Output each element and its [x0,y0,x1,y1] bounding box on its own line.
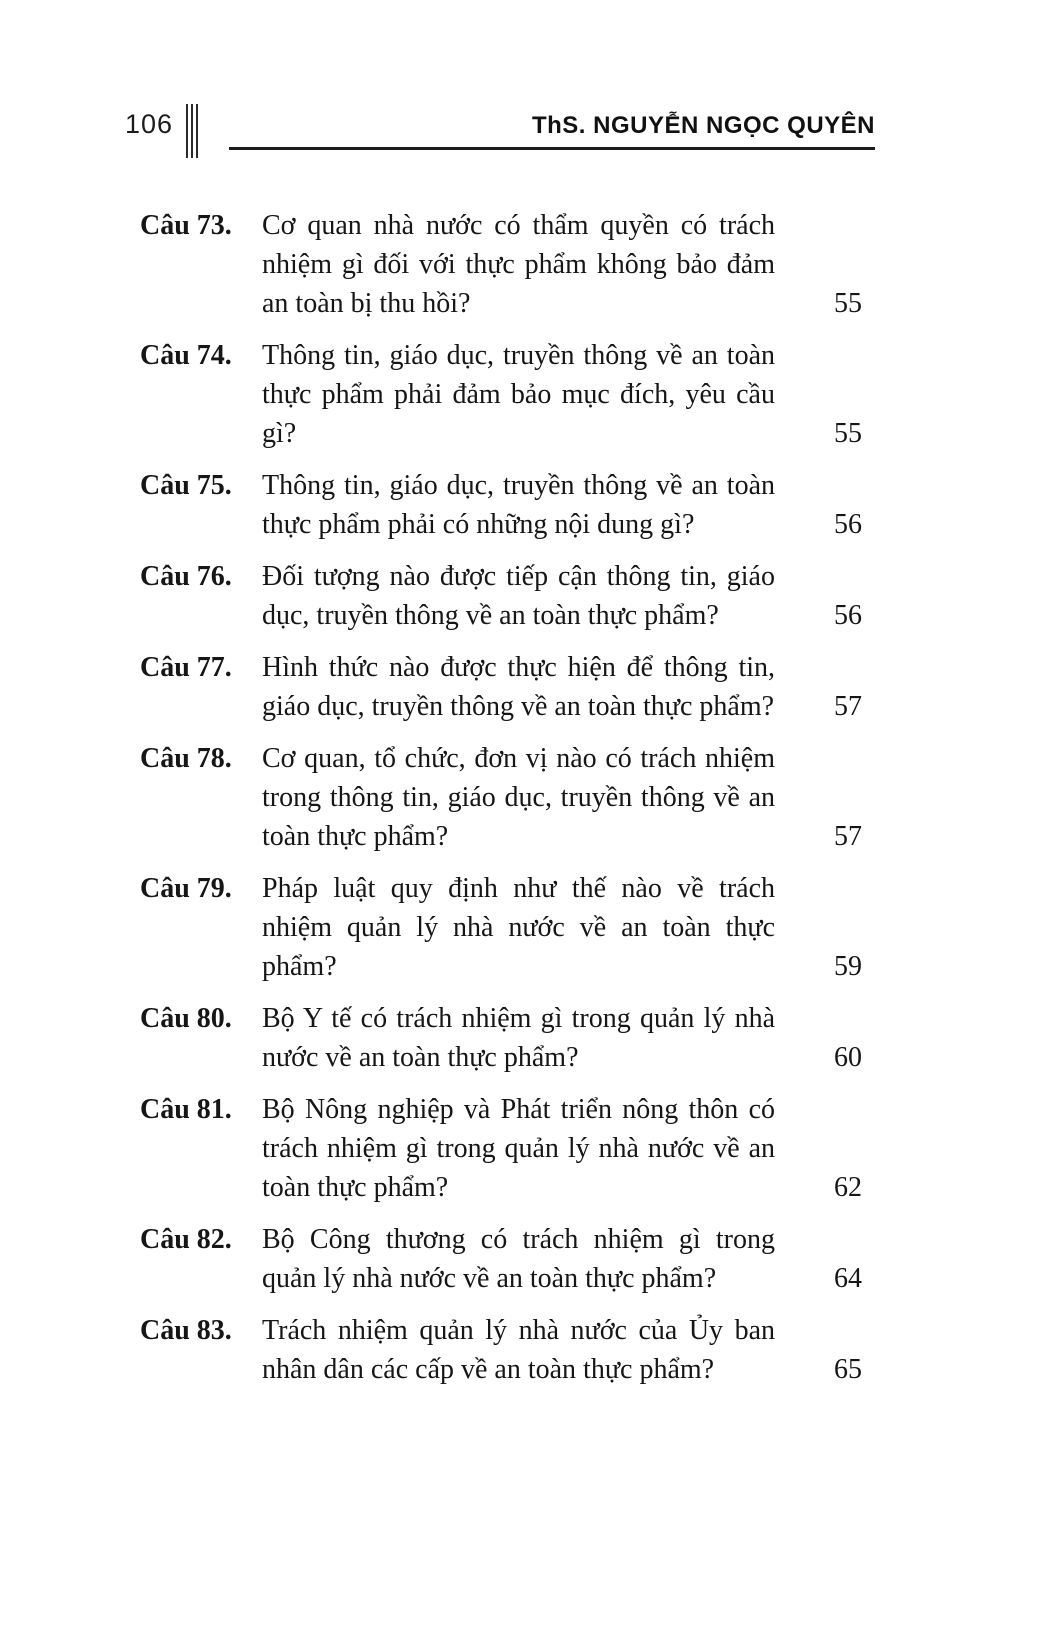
running-head-author: ThS. NGUYỄN NGỌC QUYÊN [531,112,875,139]
toc-entry-page: 55 [834,288,862,319]
page-header [125,96,875,150]
toc-entry-label: Câu 80. [140,1003,232,1034]
toc-entry-label: Câu 73. [140,210,232,241]
toc-entry [140,557,875,635]
toc-entry-text: Đối tượng nào được tiếp cận thông tin, giáo dục, truyền thông về an toàn thực phẩm? [262,561,775,631]
toc-entry [140,999,875,1077]
toc-entry [140,1220,875,1298]
toc-entry [140,1311,875,1389]
toc-entry-text: Cơ quan, tổ chức, đơn vị nào có trách nhiệm trong thông tin, giáo dục, truyền thông về an toàn thực phẩm? [262,743,775,852]
toc-entry-label: Câu 83. [140,1315,232,1346]
toc-entry-text: Bộ Y tế có trách nhiệm gì trong quản lý nhà nước về an toàn thực phẩm? [262,1003,775,1073]
toc-entry-label: Câu 76. [140,561,232,592]
toc-list [125,206,875,1389]
toc-entry-text: Trách nhiệm quản lý nhà nước của Ủy ban nhân dân các cấp về an toàn thực phẩm? [262,1315,775,1385]
toc-entry-page: 60 [834,1042,862,1073]
toc-entry-text: Thông tin, giáo dục, truyền thông về an toàn thực phẩm phải đảm bảo mục đích, yêu cầu gì? [262,340,775,449]
toc-entry-label: Câu 77. [140,652,232,683]
toc-entry [140,336,875,453]
header-ornament [186,104,199,158]
toc-entry [140,869,875,986]
toc-entry-label: Câu 74. [140,340,232,371]
toc-entry-text: Pháp luật quy định như thế nào về trách nhiệm quản lý nhà nước về an toàn thực phẩm? [262,873,775,982]
toc-entry-page: 56 [834,509,862,540]
toc-entry-text: Bộ Công thương có trách nhiệm gì trong quản lý nhà nước về an toàn thực phẩm? [262,1224,775,1294]
toc-entry-page: 64 [834,1263,862,1294]
toc-entry [140,466,875,544]
toc-entry [140,739,875,856]
toc-entry-label: Câu 79. [140,873,232,904]
toc-entry-page: 57 [834,691,862,722]
toc-entry-label: Câu 82. [140,1224,232,1255]
toc-entry [140,648,875,726]
toc-entry-text: Cơ quan nhà nước có thẩm quyền có trách nhiệm gì đối với thực phẩm không bảo đảm an toàn bị thu hồi? [262,210,775,319]
toc-entry-page: 56 [834,600,862,631]
toc-entry-text: Hình thức nào được thực hiện để thông tin, giáo dục, truyền thông về an toàn thực phẩm? [262,652,775,722]
page-number: 106 [125,109,174,139]
header-right [229,112,875,150]
toc-entry-page: 62 [834,1172,862,1203]
toc-entry-label: Câu 75. [140,470,232,501]
toc-entry [140,1090,875,1207]
toc-entry-page: 59 [834,951,862,982]
toc-entry-text: Bộ Nông nghiệp và Phát triển nông thôn có trách nhiệm gì trong quản lý nhà nước về an toàn thực phẩm? [262,1094,775,1203]
toc-entry [140,206,875,323]
toc-entry-label: Câu 78. [140,743,232,774]
toc-entry-page: 65 [834,1354,862,1385]
header-rule [229,147,875,150]
toc-entry-label: Câu 81. [140,1094,232,1125]
toc-entry-page: 55 [834,418,862,449]
toc-entry-page: 57 [834,821,862,852]
toc-entry-text: Thông tin, giáo dục, truyền thông về an toàn thực phẩm phải có những nội dung gì? [262,470,775,540]
